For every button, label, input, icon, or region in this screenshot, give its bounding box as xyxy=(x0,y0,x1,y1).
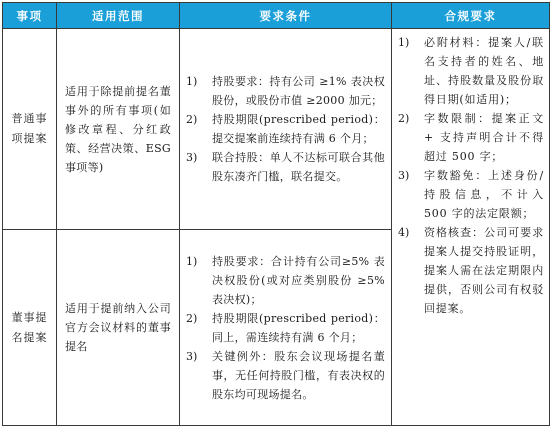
list-number: 3) xyxy=(186,151,198,164)
list-number: 2) xyxy=(186,311,198,325)
header-requirements: 要求条件 xyxy=(180,3,392,29)
row-item-name: 普通事项提案 xyxy=(3,29,57,230)
list-number: 3) xyxy=(398,169,410,182)
list-item xyxy=(398,223,544,318)
list-item xyxy=(398,33,544,109)
requirements-list xyxy=(186,72,385,186)
list-number: 2) xyxy=(186,113,198,126)
list-item xyxy=(398,166,544,223)
list-text: 关键例外：股东会议现场提名董事，无任何持股门槛，有表决权的股东均可现场提名。 xyxy=(212,349,385,401)
list-item xyxy=(186,72,385,110)
list-text: 资格核查：公司可要求提案人提交持股证明，提案人需在法定期限内提供，否则公司有权驳回提案。 xyxy=(424,226,544,315)
row-scope: 适用于除提前提名董事外的所有事项(如修改章程、分红政策、经营决策、ESG 事项等) xyxy=(57,29,180,230)
row-requirements xyxy=(180,230,392,426)
table-row xyxy=(3,29,550,230)
header-compliance: 合规要求 xyxy=(392,3,550,29)
list-number: 1) xyxy=(398,36,410,49)
row-item-name: 董事提名提案 xyxy=(3,230,57,426)
list-text: 字数限制：提案正文 + 支持声明合计不得超过 500 字； xyxy=(424,112,544,163)
list-item xyxy=(186,347,385,404)
header-scope: 适用范围 xyxy=(57,3,180,29)
compliance-list xyxy=(398,33,544,318)
list-item xyxy=(186,252,385,309)
list-text: 联合持股：单人不达标可联合其他股东凑齐门槛，联名提交。 xyxy=(212,151,385,183)
list-number: 2) xyxy=(398,112,410,125)
list-item xyxy=(186,309,385,347)
list-text: 持股要求：持有公司 ≥1% 表决权股份，或股份市值 ≥2000 加元； xyxy=(212,75,385,107)
requirements-list xyxy=(186,252,385,404)
compliance-cell xyxy=(392,29,550,426)
header-item: 事项 xyxy=(3,3,57,29)
row-scope: 适用于提前纳入公司官方会议材料的董事提名 xyxy=(57,230,180,426)
list-number: 1) xyxy=(186,75,198,88)
requirements-table xyxy=(2,2,550,426)
list-text: 持股期限(prescribed period)：同上，需连续持有满 6 个月； xyxy=(212,311,385,344)
row-requirements xyxy=(180,29,392,230)
list-item xyxy=(398,109,544,166)
list-item xyxy=(186,110,385,148)
list-number: 1) xyxy=(186,254,198,268)
list-text: 持股期限(prescribed period)：提交提案前连续持有满 6 个月； xyxy=(212,113,385,145)
list-text: 字数豁免：上述身份/持股信息，不计入 500 字的法定限额； xyxy=(424,169,544,220)
list-text: 持股要求：合计持有公司≥5% 表决权股份(或对应类别股份 ≥5% 表决权)； xyxy=(212,254,385,306)
list-number: 4) xyxy=(398,226,410,239)
list-text: 必附材料：提案人/联名支持者的姓名、地址、持股数量及股份取得日期(如适用)； xyxy=(424,36,544,106)
list-number: 3) xyxy=(186,349,198,363)
list-item xyxy=(186,148,385,186)
header-row xyxy=(3,3,550,29)
